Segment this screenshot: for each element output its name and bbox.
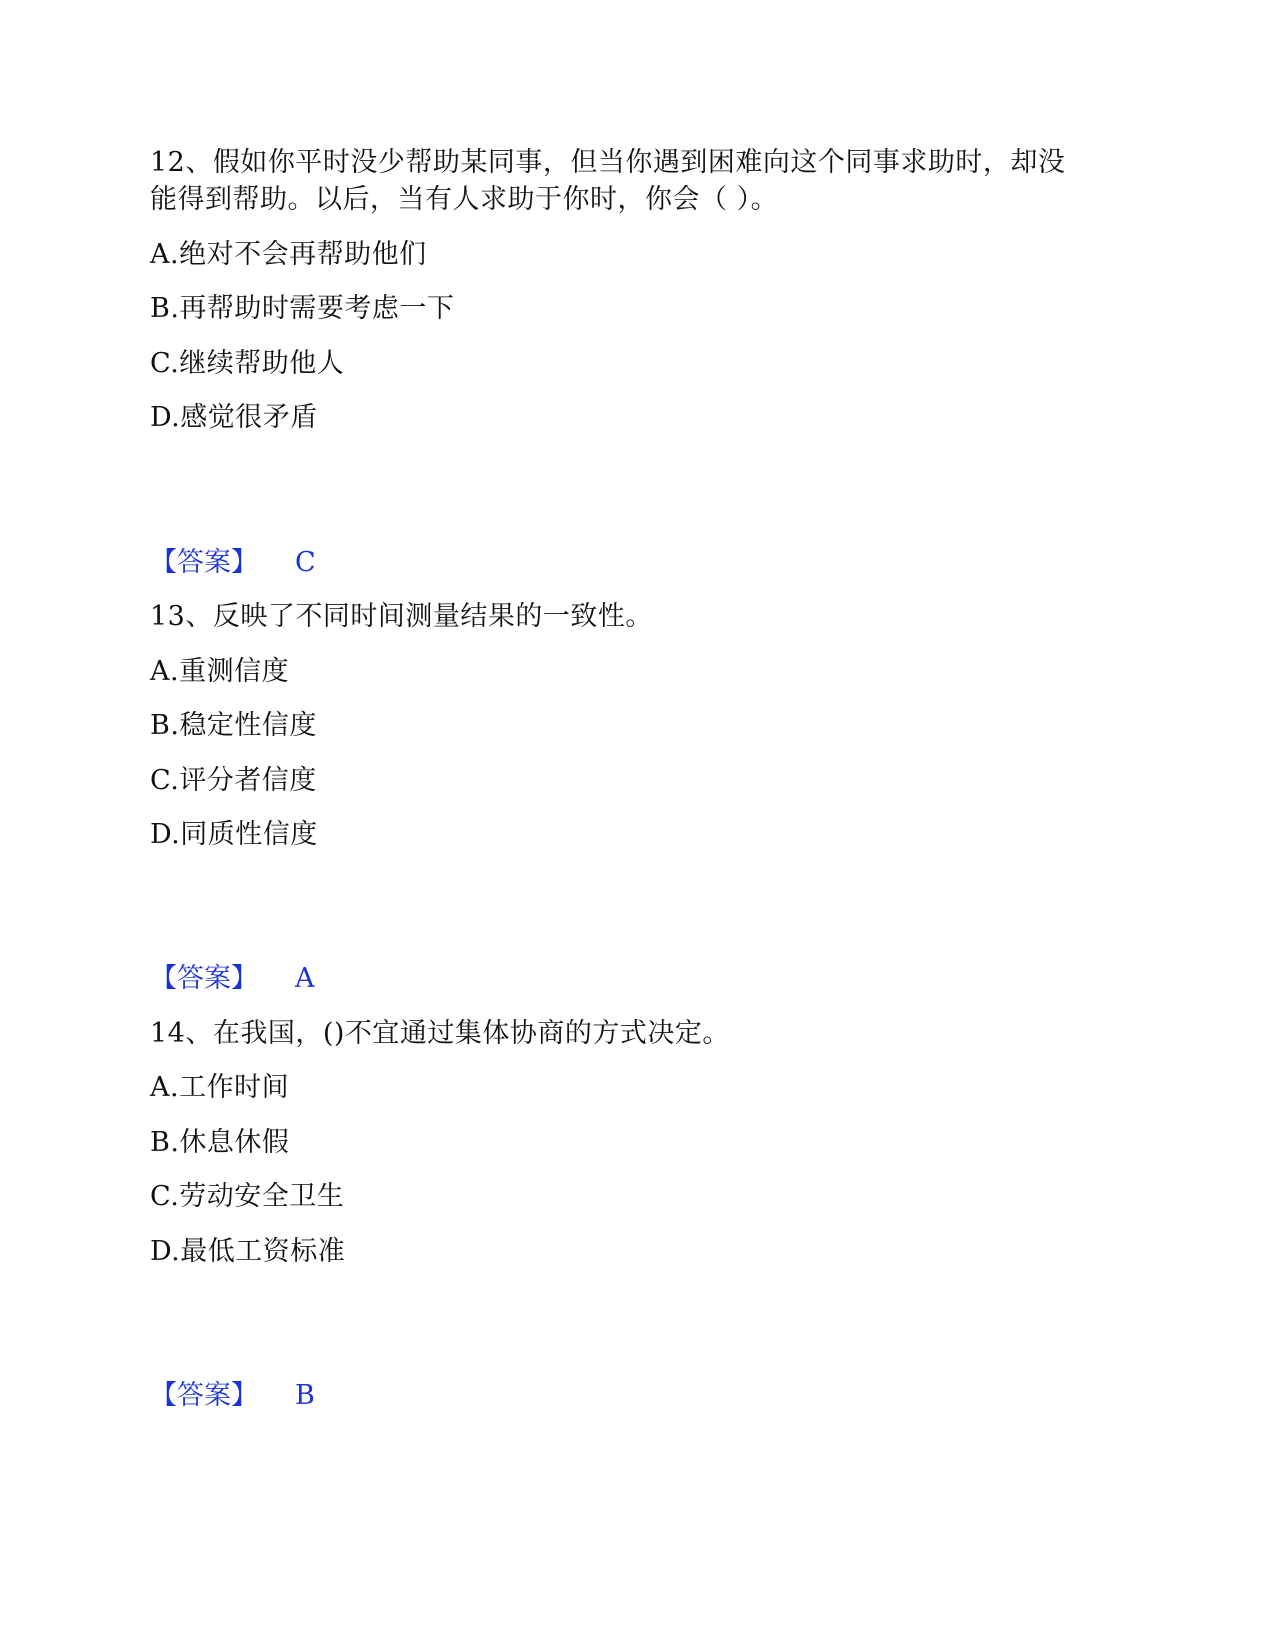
question-stem-line: 能得到帮助。以后，当有人求助于你时，你会（ ）。 (150, 184, 779, 215)
option-d: D.感觉很矛盾 (150, 402, 318, 433)
option-a: A.重测信度 (150, 656, 290, 687)
answer-value: B (295, 1380, 315, 1411)
answer-line (150, 961, 315, 997)
option-c: C.评分者信度 (150, 765, 317, 796)
option-c: C.继续帮助他人 (150, 348, 345, 379)
answer-line (150, 1378, 315, 1414)
option-d: D.最低工资标准 (150, 1236, 346, 1267)
answer-label: 【答案】 (150, 547, 258, 578)
option-a: A.工作时间 (150, 1072, 290, 1103)
option-c: C.劳动安全卫生 (150, 1181, 345, 1212)
option-b: B.再帮助时需要考虑一下 (150, 293, 455, 324)
answer-value: A (295, 963, 315, 994)
option-a: A.绝对不会再帮助他们 (150, 239, 427, 270)
answer-value: C (295, 547, 316, 578)
answer-line (150, 545, 316, 581)
answer-label: 【答案】 (150, 1380, 258, 1411)
question-stem-line: 13、反映了不同时间测量结果的一致性。 (150, 601, 653, 632)
answer-label: 【答案】 (150, 963, 258, 994)
question-stem-line: 14、在我国，()不宜通过集体协商的方式决定。 (150, 1018, 730, 1049)
option-b: B.休息休假 (150, 1127, 290, 1158)
option-b: B.稳定性信度 (150, 710, 317, 741)
question-stem-line: 12、假如你平时没少帮助某同事，但当你遇到困难向这个同事求助时，却没 (150, 147, 1066, 178)
option-d: D.同质性信度 (150, 819, 318, 850)
